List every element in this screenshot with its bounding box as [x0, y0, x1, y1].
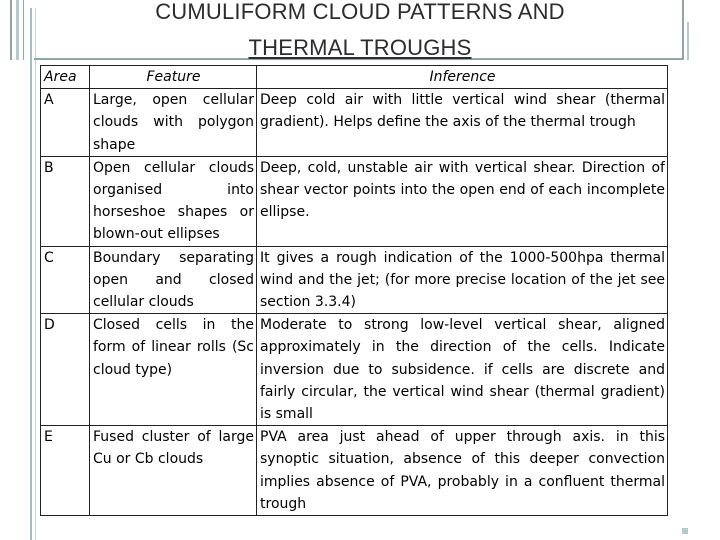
slide-decoration-dot — [682, 528, 688, 534]
header-inference: Inference — [257, 66, 668, 89]
table-row — [41, 246, 668, 314]
cell-area: C — [41, 246, 90, 314]
slide-title — [40, 0, 680, 66]
cell-inference: It gives a rough indication of the 1000-500hpa thermal wind and the jet; (for more precise location of the jet see section 3.3.4) — [257, 246, 668, 314]
table-row — [41, 314, 668, 426]
table-row — [41, 156, 668, 246]
cell-area: E — [41, 426, 90, 516]
cell-feature: Boundary separating open and closed cellular clouds — [90, 246, 257, 314]
cell-area: B — [41, 156, 90, 246]
header-area: Area — [41, 66, 90, 89]
cell-area: A — [41, 89, 90, 157]
slide-decoration-left — [0, 0, 44, 540]
table-header-row — [41, 66, 668, 89]
title-line-2: THERMAL TROUGHS — [248, 35, 472, 60]
cell-inference: Deep cold air with little vertical wind shear (thermal gradient). Helps define the axis of the thermal trough — [257, 89, 668, 157]
cell-feature: Open cellular clouds organised into horseshoe shapes or blown-out ellipses — [90, 156, 257, 246]
cell-feature: Closed cells in the form of linear rolls (Sc cloud type) — [90, 314, 257, 426]
cell-feature: Large, open cellular clouds with polygon shape — [90, 89, 257, 157]
cell-feature: Fused cluster of large Cu or Cb clouds — [90, 426, 257, 516]
title-line-1: CUMULIFORM CLOUD PATTERNS AND — [155, 0, 565, 24]
cell-area: D — [41, 314, 90, 426]
table-row — [41, 89, 668, 157]
cell-inference: Moderate to strong low-level vertical shear, aligned approximately in the direction of the cells. Indicate inversion due to subsidence. if cells are discrete and fairly circular, the vertical wind shear (thermal gradient) is small — [257, 314, 668, 426]
slide-decoration-right — [682, 0, 684, 60]
cell-inference: PVA area just ahead of upper through axis. in this synoptic situation, absence of this deeper convection implies absence of PVA, probably in a confluent thermal trough — [257, 426, 668, 516]
header-feature: Feature — [90, 66, 257, 89]
table-row — [41, 426, 668, 516]
cell-inference: Deep, cold, unstable air with vertical shear. Direction of shear vector points into the open end of each incomplete ellipse. — [257, 156, 668, 246]
slide-decoration-right-inner — [687, 22, 689, 60]
cloud-pattern-table — [40, 65, 668, 516]
